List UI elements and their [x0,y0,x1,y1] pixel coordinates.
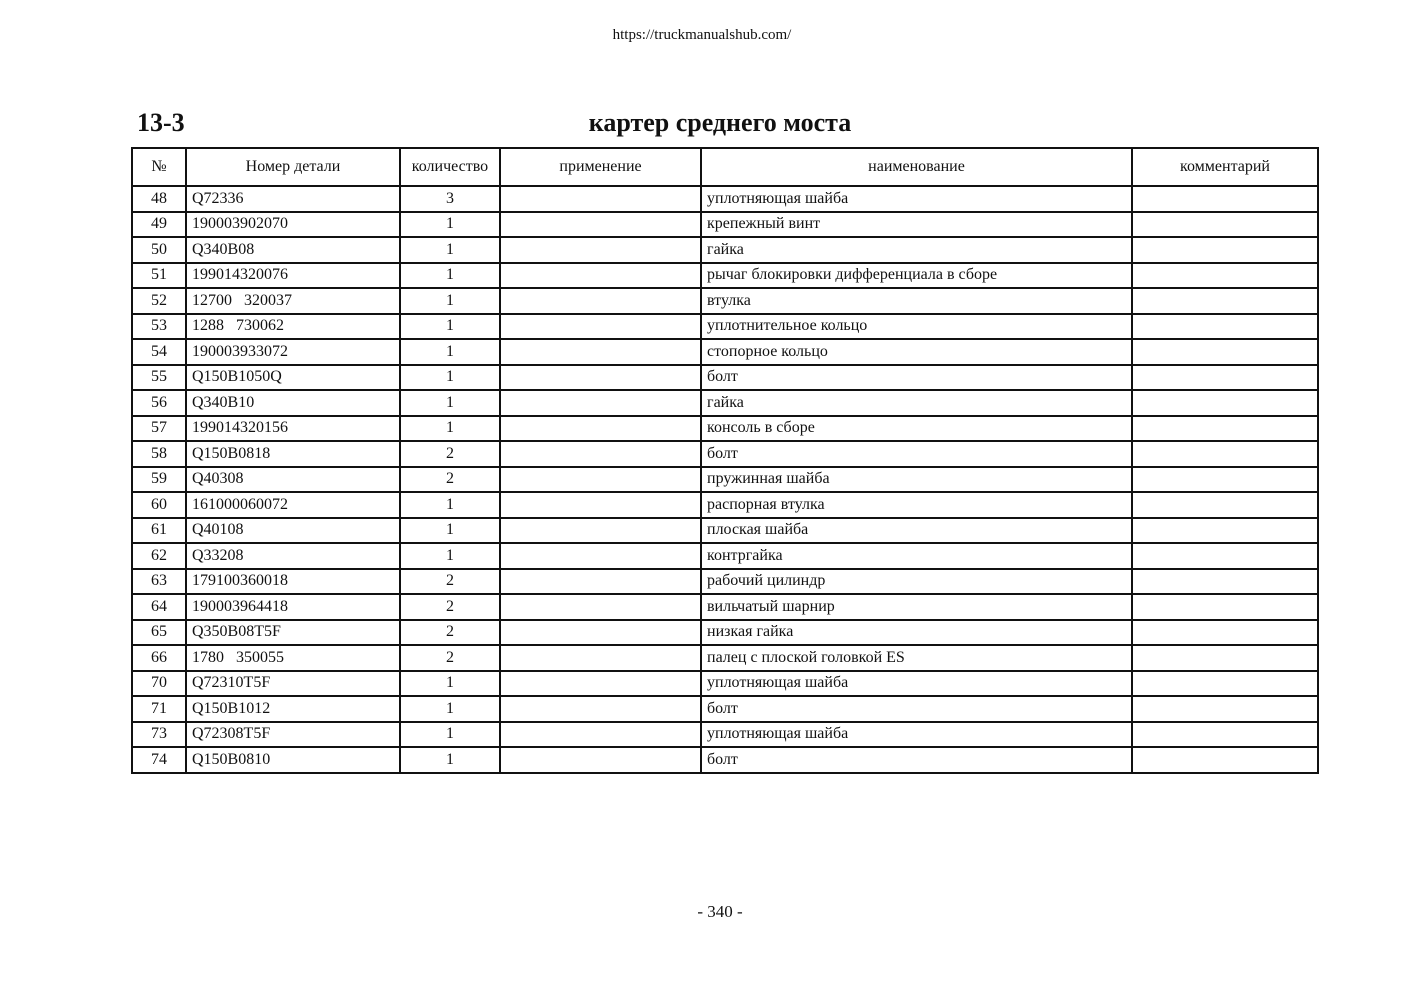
cell-quantity: 1 [400,492,500,518]
cell-name: палец с плоской головкой ES [701,645,1132,671]
col-header-application: применение [500,148,701,186]
cell-comment [1132,416,1318,442]
cell-comment [1132,696,1318,722]
col-header-part-number: Номер детали [186,148,400,186]
cell-application [500,722,701,748]
cell-part-number: Q72336 [186,186,400,212]
cell-comment [1132,467,1318,493]
cell-number: 49 [132,212,186,238]
cell-number: 54 [132,339,186,365]
cell-quantity: 1 [400,314,500,340]
table-row [132,696,1318,722]
cell-quantity: 1 [400,365,500,391]
table-row [132,569,1318,595]
table-row [132,722,1318,748]
cell-part-number: Q340B10 [186,390,400,416]
cell-quantity: 2 [400,594,500,620]
cell-number: 66 [132,645,186,671]
table-row [132,365,1318,391]
cell-part-number: Q340B08 [186,237,400,263]
parts-table [131,147,1319,774]
cell-comment [1132,263,1318,289]
table-row [132,518,1318,544]
cell-quantity: 1 [400,671,500,697]
cell-comment [1132,722,1318,748]
cell-comment [1132,186,1318,212]
cell-comment [1132,237,1318,263]
cell-comment [1132,365,1318,391]
cell-part-number: Q40308 [186,467,400,493]
cell-quantity: 2 [400,645,500,671]
cell-part-number: Q150B0818 [186,441,400,467]
cell-comment [1132,339,1318,365]
cell-name: уплотняющая шайба [701,186,1132,212]
table-row [132,288,1318,314]
cell-application [500,543,701,569]
cell-number: 63 [132,569,186,595]
cell-name: вильчатый шарнир [701,594,1132,620]
cell-quantity: 1 [400,263,500,289]
cell-number: 71 [132,696,186,722]
cell-application [500,237,701,263]
cell-number: 61 [132,518,186,544]
col-header-name: наименование [701,148,1132,186]
cell-number: 57 [132,416,186,442]
table-row [132,747,1318,773]
cell-comment [1132,288,1318,314]
table-row [132,263,1318,289]
cell-application [500,186,701,212]
cell-quantity: 1 [400,543,500,569]
cell-number: 56 [132,390,186,416]
cell-name: консоль в сборе [701,416,1132,442]
cell-part-number: Q350B08T5F [186,620,400,646]
cell-name: гайка [701,237,1132,263]
cell-application [500,645,701,671]
cell-number: 58 [132,441,186,467]
table-row [132,314,1318,340]
cell-quantity: 2 [400,569,500,595]
cell-application [500,671,701,697]
cell-quantity: 1 [400,747,500,773]
cell-name: болт [701,747,1132,773]
cell-part-number: Q72308T5F [186,722,400,748]
cell-part-number: Q150B1050Q [186,365,400,391]
cell-number: 73 [132,722,186,748]
cell-part-number: Q72310T5F [186,671,400,697]
table-row [132,671,1318,697]
cell-quantity: 2 [400,467,500,493]
cell-quantity: 1 [400,518,500,544]
cell-quantity: 1 [400,339,500,365]
cell-quantity: 1 [400,722,500,748]
cell-name: втулка [701,288,1132,314]
cell-application [500,518,701,544]
cell-number: 65 [132,620,186,646]
cell-part-number: 190003933072 [186,339,400,365]
cell-number: 59 [132,467,186,493]
cell-part-number: 12700 320037 [186,288,400,314]
cell-application [500,492,701,518]
cell-name: рычаг блокировки дифференциала в сборе [701,263,1132,289]
section-number: 13-3 [137,108,185,137]
cell-application [500,441,701,467]
cell-name: низкая гайка [701,620,1132,646]
cell-application [500,212,701,238]
cell-comment [1132,543,1318,569]
cell-part-number: 199014320156 [186,416,400,442]
table-row [132,186,1318,212]
page-title: картер среднего моста [588,108,852,137]
cell-quantity: 1 [400,390,500,416]
cell-quantity: 1 [400,416,500,442]
table-row [132,467,1318,493]
cell-name: крепежный винт [701,212,1132,238]
cell-number: 53 [132,314,186,340]
cell-comment [1132,594,1318,620]
cell-quantity: 1 [400,696,500,722]
cell-name: пружинная шайба [701,467,1132,493]
source-url: https://truckmanualshub.com/ [612,27,792,43]
cell-application [500,339,701,365]
cell-quantity: 1 [400,212,500,238]
cell-part-number: 199014320076 [186,263,400,289]
cell-name: болт [701,696,1132,722]
col-header-number: № [132,148,186,186]
cell-part-number: 179100360018 [186,569,400,595]
table-row [132,212,1318,238]
table-row [132,339,1318,365]
table-row [132,620,1318,646]
cell-application [500,390,701,416]
cell-comment [1132,212,1318,238]
table-row [132,645,1318,671]
cell-comment [1132,671,1318,697]
cell-part-number: 190003902070 [186,212,400,238]
col-header-quantity: количество [400,148,500,186]
cell-name: уплотняющая шайба [701,671,1132,697]
table-row [132,594,1318,620]
cell-name: стопорное кольцо [701,339,1132,365]
cell-number: 51 [132,263,186,289]
page-number: - 340 - [697,902,743,921]
cell-application [500,696,701,722]
cell-quantity: 3 [400,186,500,212]
cell-application [500,594,701,620]
cell-quantity: 2 [400,620,500,646]
cell-comment [1132,620,1318,646]
cell-name: болт [701,365,1132,391]
cell-number: 55 [132,365,186,391]
cell-comment [1132,569,1318,595]
cell-name: гайка [701,390,1132,416]
cell-application [500,288,701,314]
cell-part-number: Q150B1012 [186,696,400,722]
cell-application [500,620,701,646]
cell-application [500,365,701,391]
table-row [132,390,1318,416]
cell-comment [1132,314,1318,340]
cell-comment [1132,441,1318,467]
cell-application [500,467,701,493]
cell-number: 74 [132,747,186,773]
cell-application [500,263,701,289]
cell-comment [1132,518,1318,544]
table-header-row [132,148,1318,186]
cell-name: уплотняющая шайба [701,722,1132,748]
cell-quantity: 2 [400,441,500,467]
cell-part-number: Q40108 [186,518,400,544]
cell-number: 62 [132,543,186,569]
cell-quantity: 1 [400,237,500,263]
col-header-comment: комментарий [1132,148,1318,186]
cell-application [500,569,701,595]
cell-name: распорная втулка [701,492,1132,518]
cell-application [500,747,701,773]
cell-number: 70 [132,671,186,697]
cell-number: 64 [132,594,186,620]
cell-name: болт [701,441,1132,467]
cell-name: плоская шайба [701,518,1132,544]
cell-quantity: 1 [400,288,500,314]
cell-number: 50 [132,237,186,263]
cell-application [500,416,701,442]
cell-comment [1132,492,1318,518]
cell-name: контргайка [701,543,1132,569]
cell-name: уплотнительное кольцо [701,314,1132,340]
cell-comment [1132,645,1318,671]
table-row [132,492,1318,518]
table-row [132,237,1318,263]
cell-part-number: 161000060072 [186,492,400,518]
cell-application [500,314,701,340]
cell-number: 48 [132,186,186,212]
cell-part-number: Q33208 [186,543,400,569]
table-row [132,441,1318,467]
table-row [132,416,1318,442]
cell-part-number: 190003964418 [186,594,400,620]
cell-part-number: Q150B0810 [186,747,400,773]
cell-number: 52 [132,288,186,314]
cell-comment [1132,390,1318,416]
table-row [132,543,1318,569]
cell-part-number: 1288 730062 [186,314,400,340]
cell-number: 60 [132,492,186,518]
cell-part-number: 1780 350055 [186,645,400,671]
cell-comment [1132,747,1318,773]
cell-name: рабочий цилиндр [701,569,1132,595]
